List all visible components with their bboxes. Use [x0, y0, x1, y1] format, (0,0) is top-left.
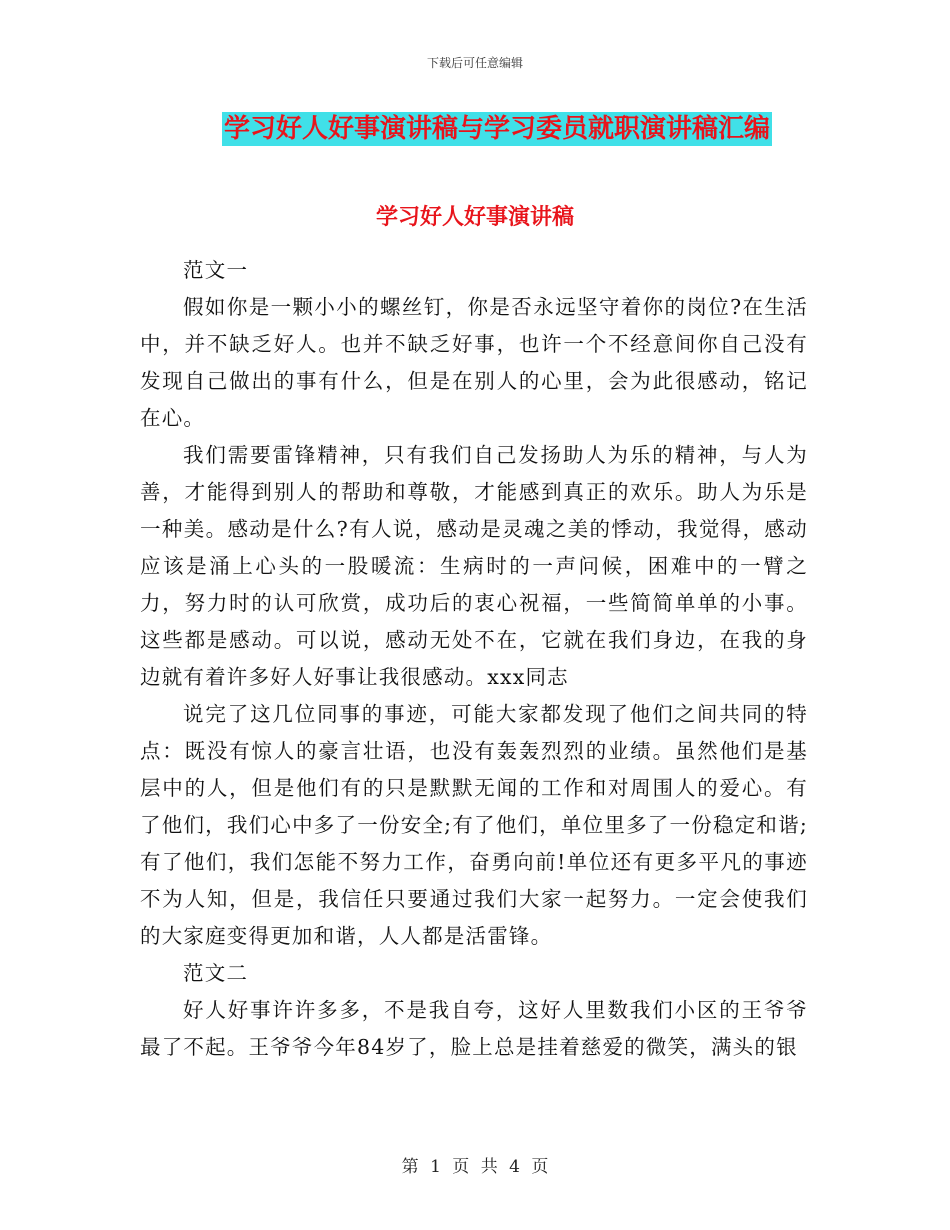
- section-title: 学习好人好事演讲稿: [375, 205, 574, 230]
- paragraph: 好人好事许许多多，不是我自夸，这好人里数我们小区的王爷爷最了不起。王爷爷今年84岁了，脸上总是挂着慈爱的微笑，满头的银: [140, 998, 808, 1059]
- page-footer: 第 1 页 共 4 页: [401, 1157, 549, 1177]
- document-body: [140, 222, 808, 1066]
- paragraph: 说完了这几位同事的事迹，可能大家都发现了他们之间共同的特点：既没有惊人的豪言壮语，也没有轰轰烈烈的业绩。虽然他们是基层中的人，但是他们有的只是默默无闻的工作和对周围人的爱心。有了他们，我们心中多了一份安全;有了他们，单位里多了一份稳定和谐;有了他们，我们怎能不努力工作，奋勇向前!单位还有更多平凡的事迹不为人知，但是，我信任只要通过我们大家一起努力。一定会使我们的大家庭变得更加和谐，人人都是活雷锋。: [140, 702, 808, 948]
- section-label: 范文一: [183, 258, 249, 282]
- paragraph: 我们需要雷锋精神，只有我们自己发扬助人为乐的精神，与人为善，才能得到别人的帮助和尊敬，才能感到真正的欢乐。助人为乐是一种美。感动是什么?有人说，感动是灵魂之美的悸动，我觉得，感动应该是涌上心头的一股暖流：生病时的一声问候，困难中的一臂之力，努力时的认可欣赏，成功后的衷心祝福，一些简简单单的小事。这些都是感动。可以说，感动无处不在，它就在我们身边，在我的身边就有着许多好人好事让我很感动。xxx同志: [140, 443, 808, 689]
- paragraph: 假如你是一颗小小的螺丝钉，你是否永远坚守着你的岗位?在生活中，并不缺乏好人。也并不缺乏好事，也许一个不经意间你自己没有发现自己做出的事有什么，但是在别人的心里，会为此很感动，铭记在心。: [140, 295, 808, 430]
- header-note: 下载后可任意编辑: [426, 56, 523, 70]
- document-title: 学习好人好事演讲稿与学习委员就职演讲稿汇编: [224, 114, 771, 144]
- section-label: 范文二: [183, 961, 249, 985]
